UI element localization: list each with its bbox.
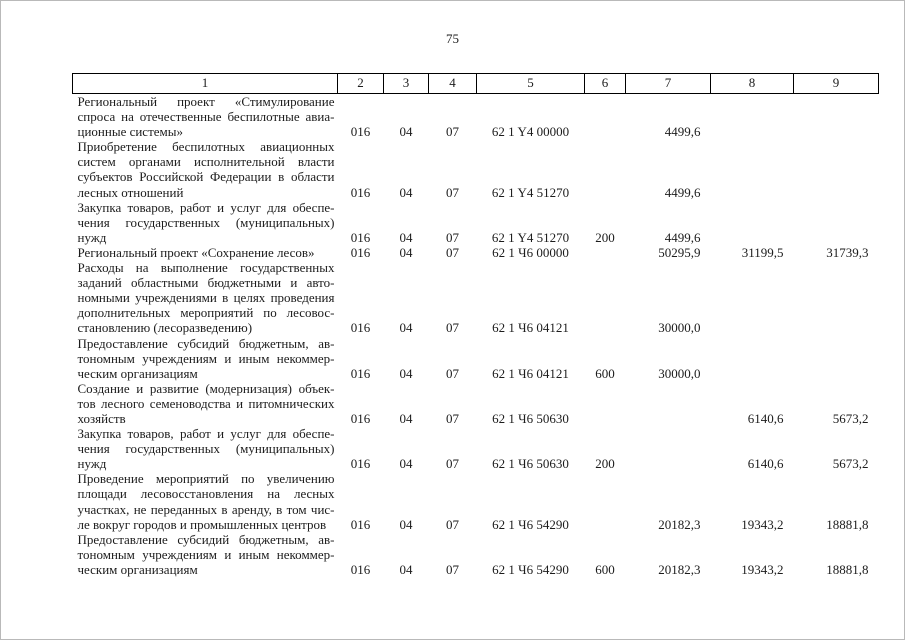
table-row <box>73 200 879 245</box>
cell-col-8: 6140,6 <box>747 410 784 426</box>
description-line: Предоставление субсидий бюджетным, ав- <box>77 335 335 351</box>
table-header-row <box>73 74 879 94</box>
cell-col-4: 07 <box>446 124 459 140</box>
cell-col-8: 19343,2 <box>741 516 784 532</box>
cell-col-5: 62 1 Ч6 50630 <box>492 410 569 426</box>
description-line: Создание и развитие (модернизация) объек- <box>77 380 335 396</box>
cell-col-9: 5673,2 <box>832 456 869 472</box>
cell-col-9 <box>794 260 879 335</box>
column-header-7: 7 <box>626 74 711 94</box>
cell-col-2: 016 <box>350 456 371 472</box>
cell-col-7: 20182,3 <box>658 516 701 532</box>
cell-col-8: 6140,6 <box>747 456 784 472</box>
table-row <box>73 139 879 199</box>
cell-col-2: 016 <box>350 229 371 245</box>
column-header-8: 8 <box>711 74 794 94</box>
table-row <box>73 381 879 426</box>
cell-col-4: 07 <box>446 561 459 577</box>
description-line: тов лесного семеноводства и питомнических <box>77 395 335 411</box>
description-line: Региональный проект «Сохранение лесов» <box>77 244 315 260</box>
cell-col-6 <box>585 94 626 140</box>
row-description <box>73 471 338 531</box>
cell-col-3: 04 <box>399 184 413 200</box>
table-row <box>73 426 879 471</box>
cell-col-5: 62 1 Ч6 50630 <box>492 456 569 472</box>
table-row <box>73 336 879 381</box>
cell-col-6 <box>585 260 626 335</box>
cell-col-3: 04 <box>399 456 413 472</box>
cell-col-4: 07 <box>446 184 459 200</box>
cell-col-7 <box>626 426 711 471</box>
description-line: Проведение мероприятий по увеличению <box>77 471 335 487</box>
cell-col-6: 200 <box>595 456 615 472</box>
row-description <box>73 336 338 381</box>
column-header-9: 9 <box>794 74 879 94</box>
cell-col-6 <box>585 245 626 260</box>
cell-col-4: 07 <box>446 516 459 532</box>
cell-col-9: 5673,2 <box>832 410 869 426</box>
cell-col-2: 016 <box>350 244 371 260</box>
column-header-5: 5 <box>477 74 585 94</box>
cell-col-6: 200 <box>595 229 615 245</box>
description-line: ческим организациям <box>77 365 198 381</box>
table-row <box>73 260 879 335</box>
description-line: ческим организациям <box>77 561 198 577</box>
column-header-3: 3 <box>384 74 429 94</box>
cell-col-2: 016 <box>350 410 371 426</box>
row-description <box>73 94 338 140</box>
description-line: субъектов Российской Федерации в области <box>77 169 335 185</box>
cell-col-6 <box>585 139 626 199</box>
cell-col-7: 4499,6 <box>664 184 701 200</box>
description-line: становлению (лесоразведению) <box>77 320 253 336</box>
row-description <box>73 245 338 260</box>
description-line: Региональный проект «Стимулирование <box>77 94 335 109</box>
description-line: ционные системы» <box>77 124 183 140</box>
cell-col-7: 50295,9 <box>658 244 701 260</box>
row-description <box>73 532 338 577</box>
column-header-6: 6 <box>585 74 626 94</box>
column-header-2: 2 <box>338 74 384 94</box>
cell-col-9 <box>794 94 879 140</box>
description-line: площади лесовосстановления на лесных <box>77 486 335 502</box>
description-line: хозяйств <box>77 410 126 426</box>
cell-col-5: 62 1 Y4 51270 <box>491 184 570 200</box>
cell-col-5: 62 1 Ч6 04121 <box>492 320 569 336</box>
row-description <box>73 381 338 426</box>
cell-col-4: 07 <box>446 365 459 381</box>
cell-col-3: 04 <box>399 320 413 336</box>
description-line: дополнительных мероприятий по лесовос- <box>77 305 335 321</box>
cell-col-5: 62 1 Ч6 00000 <box>492 244 569 260</box>
cell-col-8 <box>711 260 794 335</box>
cell-col-4: 07 <box>446 456 459 472</box>
cell-col-3: 04 <box>399 244 413 260</box>
cell-col-2: 016 <box>350 184 371 200</box>
cell-col-5: 62 1 Ч6 54290 <box>492 561 569 577</box>
cell-col-4: 07 <box>446 410 459 426</box>
column-header-1: 1 <box>73 74 338 94</box>
cell-col-8 <box>711 200 794 245</box>
cell-col-2: 016 <box>350 561 371 577</box>
cell-col-3: 04 <box>399 229 413 245</box>
cell-col-5: 62 1 Y4 00000 <box>491 124 570 140</box>
cell-col-7: 4499,6 <box>664 229 701 245</box>
description-line: чения государственных (муниципальных) <box>77 214 335 230</box>
cell-col-9: 18881,8 <box>826 516 869 532</box>
table-row <box>73 94 879 140</box>
table-header <box>73 74 879 94</box>
cell-col-9: 18881,8 <box>826 561 869 577</box>
table-body <box>73 94 879 578</box>
description-line: лесных отношений <box>77 184 184 200</box>
description-line: нужд <box>77 229 107 245</box>
table-row <box>73 532 879 577</box>
table-row <box>73 471 879 531</box>
cell-col-8 <box>711 336 794 381</box>
description-line: Предоставление субсидий бюджетным, ав- <box>77 531 335 547</box>
description-line: Закупка товаров, работ и услуг для обеспе- <box>77 426 335 442</box>
cell-col-5: 62 1 Y4 51270 <box>491 229 570 245</box>
cell-col-4: 07 <box>446 229 459 245</box>
cell-col-7: 20182,3 <box>658 561 701 577</box>
column-header-4: 4 <box>429 74 477 94</box>
row-description <box>73 260 338 335</box>
cell-col-3: 04 <box>399 516 413 532</box>
description-line: тономным учреждениям и иным некоммер- <box>77 546 335 562</box>
row-description <box>73 426 338 471</box>
description-line: Приобретение беспилотных авиационных <box>77 139 335 155</box>
cell-col-8: 31199,5 <box>741 244 784 260</box>
cell-col-8 <box>711 94 794 140</box>
cell-col-6: 600 <box>595 561 615 577</box>
description-line: тономным учреждениям и иным некоммер- <box>77 350 335 366</box>
cell-col-4: 07 <box>446 320 459 336</box>
cell-col-5: 62 1 Ч6 04121 <box>492 365 569 381</box>
cell-col-9 <box>794 336 879 381</box>
cell-col-8 <box>711 139 794 199</box>
cell-col-7: 30000,0 <box>658 320 701 336</box>
cell-col-8: 19343,2 <box>741 561 784 577</box>
cell-col-6 <box>585 381 626 426</box>
description-line: спроса на отечественные беспилотные авиа- <box>77 109 335 125</box>
cell-col-3: 04 <box>399 410 413 426</box>
cell-col-2: 016 <box>350 516 371 532</box>
description-line: Закупка товаров, работ и услуг для обеспе- <box>77 199 335 215</box>
cell-col-2: 016 <box>350 365 371 381</box>
cell-col-7: 30000,0 <box>658 365 701 381</box>
cell-col-9: 31739,3 <box>826 244 869 260</box>
cell-col-9 <box>794 139 879 199</box>
row-description <box>73 139 338 199</box>
description-line: нужд <box>77 456 107 472</box>
row-description <box>73 200 338 245</box>
description-line: Расходы на выполнение государственных <box>77 260 335 276</box>
cell-col-4: 07 <box>446 244 459 260</box>
cell-col-6 <box>585 471 626 531</box>
cell-col-5: 62 1 Ч6 54290 <box>492 516 569 532</box>
cell-col-7: 4499,6 <box>664 124 701 140</box>
cell-col-2: 016 <box>350 124 371 140</box>
cell-col-2: 016 <box>350 320 371 336</box>
cell-col-7 <box>626 381 711 426</box>
cell-col-9 <box>794 200 879 245</box>
budget-table <box>72 73 879 577</box>
description-line: ле вокруг городов и промышленных центров <box>77 516 327 532</box>
description-line: систем органами исполнительной власти <box>77 154 335 170</box>
page-number: 75 <box>446 31 459 46</box>
description-line: участках, не переданных в аренду, в том чис- <box>77 501 335 517</box>
cell-col-3: 04 <box>399 561 413 577</box>
description-line: чения государственных (муниципальных) <box>77 441 335 457</box>
cell-col-3: 04 <box>399 124 413 140</box>
cell-col-6: 600 <box>595 365 615 381</box>
cell-col-3: 04 <box>399 365 413 381</box>
table-row <box>73 245 879 260</box>
description-line: заданий областными бюджетными и авто- <box>77 275 335 291</box>
description-line: номными учреждениями в целях проведения <box>77 290 335 306</box>
